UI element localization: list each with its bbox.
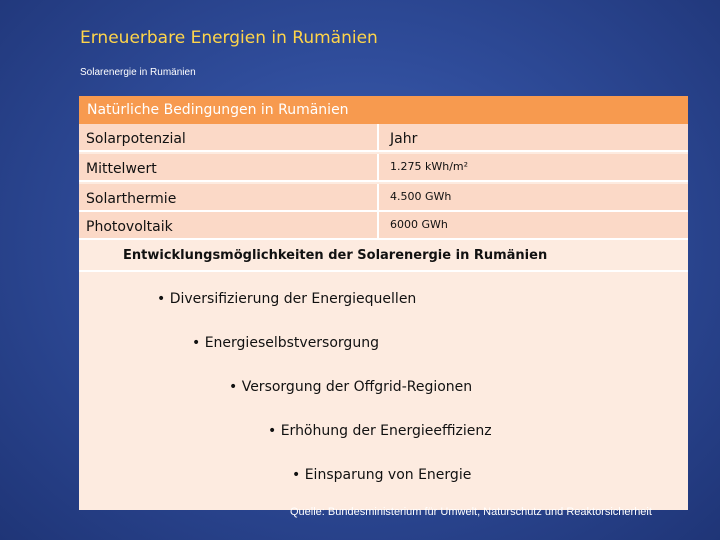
slide-title: Erneuerbare Energien in Rumänien [80, 28, 378, 48]
bullet-item: • Erhöhung der Energieeffizienz [268, 423, 492, 439]
content-panel [79, 96, 688, 510]
source-note: Quelle: Bundesministerium für Umwelt, Naturschutz und Reaktorsicherheit [290, 506, 652, 518]
row-value: 4.500 GWh [390, 190, 452, 203]
bullet-item: • Diversifizierung der Energiequellen [157, 291, 417, 307]
table-header-bar: Natürliche Bedingungen in Rumänien [79, 96, 688, 124]
table-row [79, 184, 688, 212]
divider [79, 270, 688, 272]
row-label: Solarthermie [79, 184, 379, 210]
table-row [79, 212, 688, 240]
development-heading: Entwicklungsmöglichkeiten der Solarenergie in Rumänien [123, 248, 548, 263]
row-value: 1.275 kWh/m² [390, 160, 469, 173]
table-row [79, 154, 688, 182]
column-header-jahr: Jahr [390, 131, 418, 147]
table-column-header-row [79, 124, 688, 152]
row-label: Photovoltaik [79, 212, 379, 238]
slide-subtitle: Solarenergie in Rumänien [80, 67, 196, 78]
bullet-item: • Energieselbstversorgung [192, 335, 379, 351]
column-header-solarpotenzial: Solarpotenzial [79, 124, 379, 150]
row-label: Mittelwert [79, 154, 379, 180]
bullet-item: • Einsparung von Energie [292, 467, 472, 483]
row-value: 6000 GWh [390, 218, 448, 231]
bullet-item: • Versorgung der Offgrid-Regionen [229, 379, 473, 395]
